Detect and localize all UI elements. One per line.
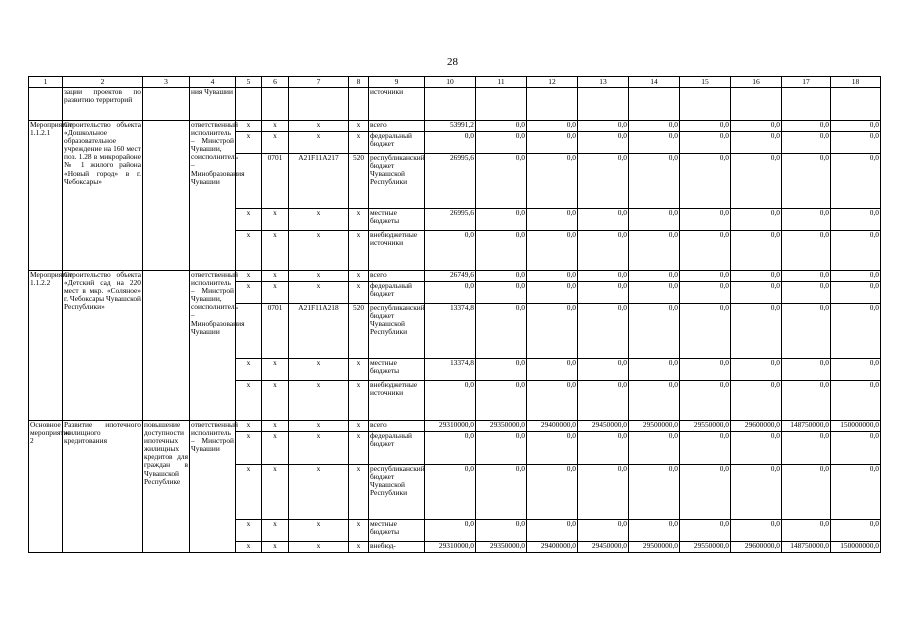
source-cell: республиканский бюджет Чувашской Республики (369, 304, 425, 359)
code-cell: 520 (349, 304, 369, 359)
value-cell: 0,0 (680, 381, 731, 421)
code-cell: x (349, 271, 369, 282)
code-cell: x (262, 121, 289, 132)
value-cell: 0,0 (476, 209, 527, 231)
value-cell: 0,0 (476, 121, 527, 132)
value-cell: 0,0 (782, 359, 831, 381)
value-cell: 0,0 (578, 154, 629, 209)
code-cell: x (289, 432, 349, 465)
source-cell: местные бюджеты (369, 359, 425, 381)
value-cell: 0,0 (782, 271, 831, 282)
code-cell: x (289, 542, 349, 553)
responsible-cell: ответственный исполнитель – Минстрой Чувашии, соисполнитель – Минобразования Чувашии (190, 271, 236, 421)
value-cell: 0,0 (680, 271, 731, 282)
header-row (29, 77, 881, 88)
code-cell: x (289, 465, 349, 520)
goal-cell: повышение доступности ипотечных жилищных кредитов для граждан в Чувашской Республике (143, 421, 190, 553)
value-cell: 0,0 (578, 132, 629, 154)
value-cell: 53991,2 (425, 121, 476, 132)
page-number: 28 (447, 56, 458, 68)
goal-cell (143, 88, 190, 121)
value-cell: 0,0 (782, 381, 831, 421)
value-cell: 150000000,0 (831, 421, 881, 432)
column-header: 16 (731, 77, 782, 88)
measure-name-cell: Строительство объекта «Дошкольное образовательное учреждение на 160 мест поз. 1.28 в микрорайоне № 1 жилого района «Новый город» в г. Чебоксары» (63, 121, 143, 271)
value-cell: 0,0 (831, 359, 881, 381)
value-cell: 0,0 (476, 520, 527, 542)
code-cell (236, 304, 262, 359)
value-cell (782, 88, 831, 121)
goal-cell (143, 271, 190, 421)
value-cell: 0,0 (476, 282, 527, 304)
measure-name-cell: Развитие ипотечного жилищного кредитования (63, 421, 143, 553)
code-cell: x (289, 271, 349, 282)
value-cell: 0,0 (680, 231, 731, 271)
value-cell: 0,0 (476, 304, 527, 359)
value-cell: 0,0 (831, 381, 881, 421)
value-cell: 0,0 (578, 432, 629, 465)
value-cell: 0,0 (578, 231, 629, 271)
measure-name-cell: Строительство объекта «Детский сад на 220 мест в мкр. «Соляное» г. Чебоксары Чувашской Республики» (63, 271, 143, 421)
value-cell: 0,0 (831, 520, 881, 542)
code-cell: x (289, 132, 349, 154)
value-cell: 0,0 (731, 282, 782, 304)
value-cell: 0,0 (680, 520, 731, 542)
value-cell: 0,0 (629, 231, 680, 271)
value-cell: 29600000,0 (731, 421, 782, 432)
table-row (29, 121, 881, 132)
code-cell: x (289, 121, 349, 132)
column-header: 10 (425, 77, 476, 88)
value-cell: 0,0 (782, 231, 831, 271)
code-cell: x (236, 465, 262, 520)
column-header: 7 (289, 77, 349, 88)
value-cell: 0,0 (476, 154, 527, 209)
value-cell: 0,0 (782, 520, 831, 542)
measure-id-cell (29, 88, 63, 121)
code-cell: x (349, 132, 369, 154)
measure-id-cell: Мероприятие 1.1.2.1 (29, 121, 63, 271)
code-cell: x (262, 271, 289, 282)
table-row (29, 421, 881, 432)
source-cell: местные бюджеты (369, 209, 425, 231)
code-cell: x (289, 209, 349, 231)
source-cell: федеральный бюджет (369, 432, 425, 465)
responsible-cell: ответственный исполнитель – Минстрой Чувашии, соисполнитель – Минобразования Чувашии (190, 121, 236, 271)
code-cell: x (289, 421, 349, 432)
value-cell: 0,0 (629, 465, 680, 520)
code-cell: 0701 (262, 304, 289, 359)
value-cell: 0,0 (680, 304, 731, 359)
code-cell: x (349, 231, 369, 271)
value-cell: 0,0 (629, 520, 680, 542)
column-header: 11 (476, 77, 527, 88)
code-cell: x (349, 542, 369, 553)
code-cell: x (262, 520, 289, 542)
column-header: 17 (782, 77, 831, 88)
value-cell: 0,0 (527, 432, 578, 465)
value-cell: 0,0 (782, 304, 831, 359)
value-cell: 0,0 (629, 432, 680, 465)
value-cell: 0,0 (476, 359, 527, 381)
code-cell: x (236, 432, 262, 465)
value-cell: 0,0 (782, 121, 831, 132)
value-cell: 0,0 (578, 209, 629, 231)
value-cell: 0,0 (731, 121, 782, 132)
value-cell: 0,0 (527, 209, 578, 231)
value-cell: 29550000,0 (680, 421, 731, 432)
source-cell: всего (369, 421, 425, 432)
value-cell (476, 88, 527, 121)
code-cell: x (236, 520, 262, 542)
value-cell: 0,0 (527, 271, 578, 282)
source-cell: внебюджетные источники (369, 231, 425, 271)
value-cell: 0,0 (831, 304, 881, 359)
code-cell (289, 88, 349, 121)
value-cell: 0,0 (680, 154, 731, 209)
table-row (29, 88, 881, 121)
value-cell: 0,0 (578, 271, 629, 282)
value-cell: 0,0 (425, 520, 476, 542)
value-cell: 0,0 (831, 465, 881, 520)
responsible-cell: ния Чувашии (190, 88, 236, 121)
value-cell: 0,0 (578, 304, 629, 359)
column-header: 12 (527, 77, 578, 88)
code-cell: x (262, 132, 289, 154)
value-cell: 0,0 (629, 359, 680, 381)
measure-id-cell: Основное мероприятие 2 (29, 421, 63, 553)
value-cell: 150000000,0 (831, 542, 881, 553)
column-header: 6 (262, 77, 289, 88)
value-cell: 29450000,0 (578, 542, 629, 553)
value-cell: 0,0 (831, 271, 881, 282)
code-cell: x (349, 381, 369, 421)
code-cell: x (349, 121, 369, 132)
value-cell: 0,0 (527, 282, 578, 304)
value-cell: 0,0 (680, 282, 731, 304)
value-cell: 0,0 (831, 154, 881, 209)
value-cell: 0,0 (680, 359, 731, 381)
value-cell: 0,0 (578, 359, 629, 381)
code-cell (236, 88, 262, 121)
code-cell: x (262, 282, 289, 304)
value-cell (731, 88, 782, 121)
value-cell: 13374,8 (425, 359, 476, 381)
value-cell: 0,0 (476, 132, 527, 154)
value-cell: 0,0 (831, 209, 881, 231)
code-cell: x (289, 282, 349, 304)
value-cell: 0,0 (476, 381, 527, 421)
column-header: 1 (29, 77, 63, 88)
code-cell: x (289, 381, 349, 421)
value-cell: 0,0 (731, 465, 782, 520)
value-cell: 0,0 (476, 465, 527, 520)
source-cell: всего (369, 271, 425, 282)
value-cell: 0,0 (680, 132, 731, 154)
value-cell: 29310000,0 (425, 421, 476, 432)
value-cell: 0,0 (831, 432, 881, 465)
value-cell: 0,0 (425, 465, 476, 520)
source-cell: источники (369, 88, 425, 121)
code-cell (262, 88, 289, 121)
value-cell: 0,0 (629, 304, 680, 359)
value-cell: 29310000,0 (425, 542, 476, 553)
value-cell: 0,0 (527, 231, 578, 271)
column-header: 14 (629, 77, 680, 88)
value-cell: 0,0 (731, 154, 782, 209)
budget-table (28, 76, 881, 553)
measure-name-cell: зации проектов по развитию территорий (63, 88, 143, 121)
value-cell: 0,0 (578, 282, 629, 304)
code-cell: x (236, 121, 262, 132)
value-cell: 0,0 (527, 154, 578, 209)
code-cell: x (289, 359, 349, 381)
value-cell: 0,0 (425, 381, 476, 421)
value-cell: 0,0 (578, 121, 629, 132)
value-cell: 0,0 (527, 465, 578, 520)
value-cell: 29600000,0 (731, 542, 782, 553)
column-header: 4 (190, 77, 236, 88)
column-header: 3 (143, 77, 190, 88)
value-cell: 0,0 (731, 209, 782, 231)
code-cell: x (289, 231, 349, 271)
value-cell: 0,0 (476, 271, 527, 282)
value-cell: 0,0 (425, 231, 476, 271)
source-cell: федеральный бюджет (369, 282, 425, 304)
source-cell: федеральный бюджет (369, 132, 425, 154)
code-cell: x (262, 432, 289, 465)
value-cell: 0,0 (782, 209, 831, 231)
value-cell: 29500000,0 (629, 542, 680, 553)
code-cell: 0701 (262, 154, 289, 209)
value-cell: 0,0 (782, 282, 831, 304)
goal-cell (143, 121, 190, 271)
code-cell: x (236, 209, 262, 231)
value-cell: 0,0 (831, 121, 881, 132)
value-cell: 0,0 (629, 154, 680, 209)
value-cell: 0,0 (731, 432, 782, 465)
value-cell: 0,0 (629, 121, 680, 132)
value-cell: 26995,6 (425, 154, 476, 209)
table-row (29, 271, 881, 282)
value-cell: 0,0 (527, 121, 578, 132)
code-cell: x (349, 359, 369, 381)
column-header: 15 (680, 77, 731, 88)
value-cell: 0,0 (578, 465, 629, 520)
responsible-cell: ответственный исполнитель – Минстрой Чувашии (190, 421, 236, 553)
value-cell: 29550000,0 (680, 542, 731, 553)
value-cell: 0,0 (527, 304, 578, 359)
value-cell: 0,0 (680, 121, 731, 132)
code-cell: x (236, 359, 262, 381)
value-cell: 0,0 (680, 465, 731, 520)
value-cell: 0,0 (425, 282, 476, 304)
value-cell: 0,0 (578, 381, 629, 421)
column-header: 13 (578, 77, 629, 88)
value-cell: 0,0 (731, 304, 782, 359)
value-cell: 0,0 (527, 381, 578, 421)
code-cell: x (262, 381, 289, 421)
value-cell: 0,0 (476, 432, 527, 465)
source-cell: республиканский бюджет Чувашской Республики (369, 154, 425, 209)
value-cell (629, 88, 680, 121)
value-cell: 29400000,0 (527, 421, 578, 432)
value-cell: 0,0 (782, 132, 831, 154)
value-cell: 0,0 (731, 132, 782, 154)
code-cell: x (262, 542, 289, 553)
code-cell: x (349, 432, 369, 465)
column-header: 9 (369, 77, 425, 88)
code-cell: x (349, 282, 369, 304)
value-cell: 26749,6 (425, 271, 476, 282)
code-cell: x (262, 231, 289, 271)
source-cell: внебюд- (369, 542, 425, 553)
value-cell: 148750000,0 (782, 542, 831, 553)
value-cell (425, 88, 476, 121)
value-cell: 0,0 (629, 271, 680, 282)
column-header: 18 (831, 77, 881, 88)
value-cell: 0,0 (831, 132, 881, 154)
code-cell: x (289, 520, 349, 542)
code-cell: x (262, 359, 289, 381)
code-cell: A21F11A217 (289, 154, 349, 209)
value-cell (680, 88, 731, 121)
value-cell: 0,0 (629, 132, 680, 154)
value-cell: 0,0 (476, 231, 527, 271)
value-cell: 29500000,0 (629, 421, 680, 432)
value-cell: 29350000,0 (476, 542, 527, 553)
code-cell: x (236, 421, 262, 432)
value-cell (831, 88, 881, 121)
code-cell: x (349, 520, 369, 542)
value-cell: 0,0 (680, 432, 731, 465)
value-cell: 0,0 (731, 231, 782, 271)
code-cell: x (236, 282, 262, 304)
value-cell: 0,0 (831, 231, 881, 271)
value-cell: 148750000,0 (782, 421, 831, 432)
value-cell: 13374,8 (425, 304, 476, 359)
code-cell: x (236, 542, 262, 553)
value-cell: 0,0 (731, 520, 782, 542)
value-cell: 0,0 (629, 381, 680, 421)
value-cell: 0,0 (629, 282, 680, 304)
value-cell: 0,0 (527, 520, 578, 542)
code-cell: 520 (349, 154, 369, 209)
value-cell: 0,0 (782, 465, 831, 520)
code-cell: A21F11A218 (289, 304, 349, 359)
value-cell: 0,0 (629, 209, 680, 231)
code-cell: x (262, 465, 289, 520)
value-cell: 0,0 (731, 381, 782, 421)
value-cell (578, 88, 629, 121)
column-header: 5 (236, 77, 262, 88)
value-cell: 26995,6 (425, 209, 476, 231)
code-cell: x (262, 209, 289, 231)
value-cell: 0,0 (578, 520, 629, 542)
value-cell: 0,0 (425, 132, 476, 154)
measure-id-cell: Мероприятие 1.1.2.2 (29, 271, 63, 421)
value-cell: 0,0 (527, 132, 578, 154)
source-cell: внебюджетные источники (369, 381, 425, 421)
source-cell: всего (369, 121, 425, 132)
value-cell: 0,0 (527, 359, 578, 381)
code-cell: x (236, 231, 262, 271)
code-cell: x (236, 381, 262, 421)
value-cell (527, 88, 578, 121)
code-cell: x (262, 421, 289, 432)
value-cell: 0,0 (680, 209, 731, 231)
value-cell: 29450000,0 (578, 421, 629, 432)
source-cell: местные бюджеты (369, 520, 425, 542)
code-cell: x (349, 421, 369, 432)
value-cell: 0,0 (425, 432, 476, 465)
value-cell: 29400000,0 (527, 542, 578, 553)
value-cell: 29350000,0 (476, 421, 527, 432)
code-cell (236, 154, 262, 209)
code-cell: x (349, 209, 369, 231)
source-cell: республиканский бюджет Чувашской Республики (369, 465, 425, 520)
code-cell: x (236, 132, 262, 154)
value-cell: 0,0 (731, 359, 782, 381)
value-cell: 0,0 (731, 271, 782, 282)
code-cell: x (236, 271, 262, 282)
code-cell (349, 88, 369, 121)
value-cell: 0,0 (831, 282, 881, 304)
value-cell: 0,0 (782, 432, 831, 465)
column-header: 8 (349, 77, 369, 88)
column-header: 2 (63, 77, 143, 88)
value-cell: 0,0 (782, 154, 831, 209)
code-cell: x (349, 465, 369, 520)
